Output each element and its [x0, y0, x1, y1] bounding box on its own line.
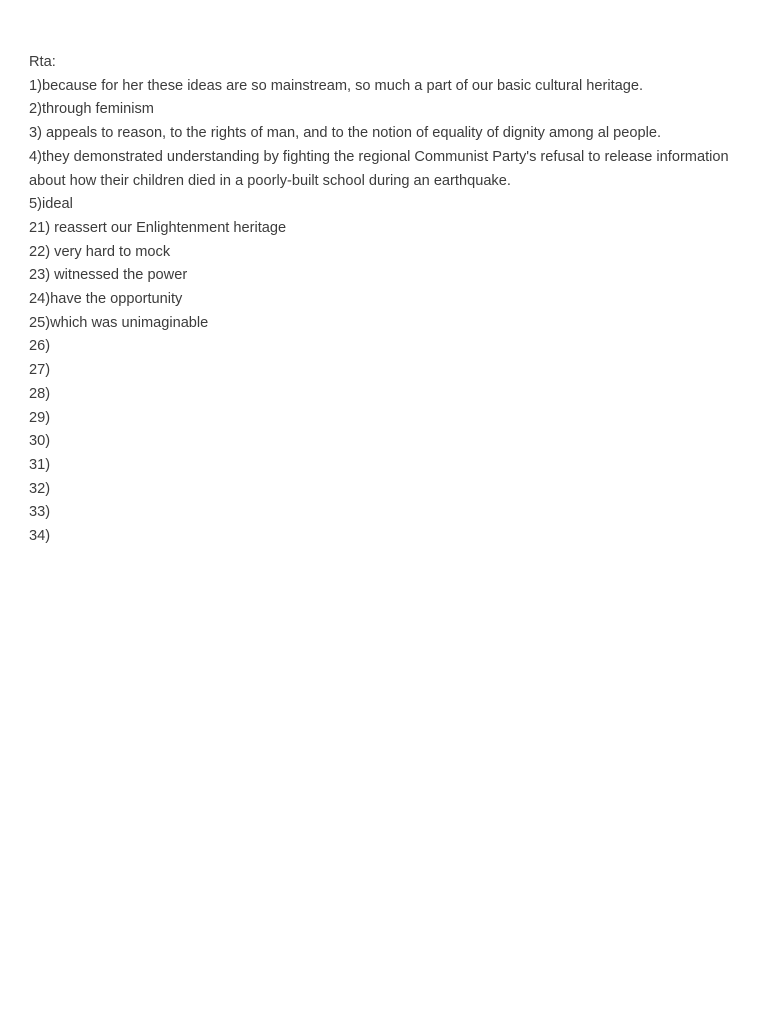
answer-1: 1)because for her these ideas are so mainstream, so much a part of our basic cultural heritage.	[29, 77, 644, 94]
note-body	[29, 51, 741, 549]
answer-22: 22) very hard to mock	[29, 243, 171, 260]
answer-23: 23) witnessed the power	[29, 267, 188, 284]
answer-24: 24)have the opportunity	[29, 291, 183, 308]
answer-2: 2)through feminism	[29, 101, 154, 118]
answer-21: 21) reassert our Enlightenment heritage	[29, 219, 287, 236]
answer-27: 27)	[29, 362, 51, 379]
answer-26: 26)	[29, 338, 51, 355]
answer-31: 31)	[29, 456, 51, 473]
answer-4: 4)they demonstrated understanding by fighting the regional Communist Party's refusal to release information about how their children died in a poorly-built school during an earthquake.	[29, 148, 729, 189]
answer-33: 33)	[29, 504, 51, 521]
note-heading: Rta:	[29, 54, 56, 70]
answer-28: 28)	[29, 385, 51, 402]
answer-3: 3) appeals to reason, to the rights of man, and to the notion of equality of dignity among al people.	[29, 125, 661, 142]
answer-32: 32)	[29, 480, 51, 497]
answer-5: 5)ideal	[29, 196, 73, 213]
answer-30: 30)	[29, 433, 51, 450]
answer-29: 29)	[29, 409, 51, 426]
answer-34: 34)	[29, 528, 51, 545]
answer-25: 25)which was unimaginable	[29, 314, 209, 331]
